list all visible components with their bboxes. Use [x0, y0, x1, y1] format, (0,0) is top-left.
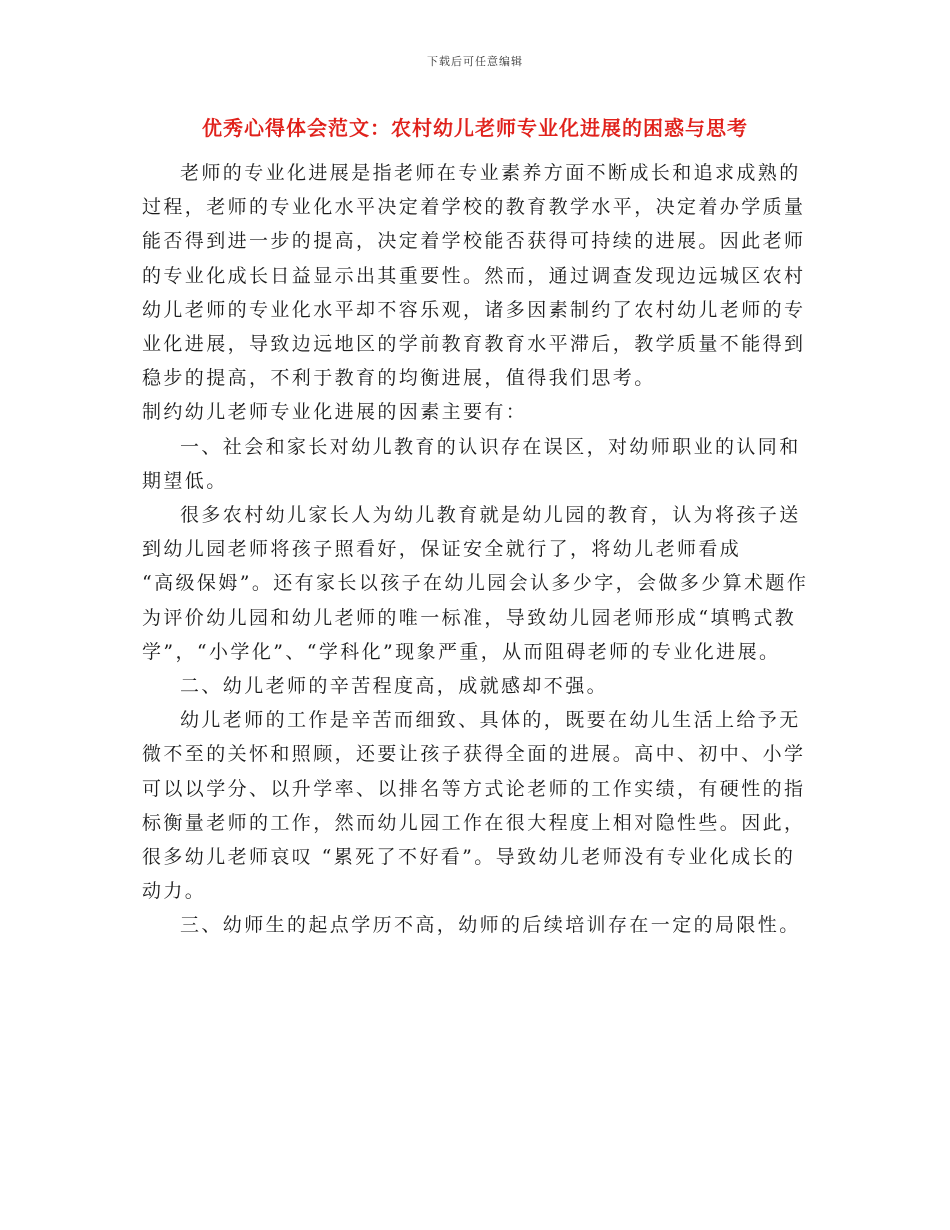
paragraph-factor-one-continued: “高级保姆”。还有家长以孩子在幼儿园会认多少字，会做多少算术题作为评价幼儿园和幼儿老师的唯一标准，导致幼儿园老师形成“填鸭式教学”，“小学化”、“学科化”现象严重，从而阻碍老师的专业化进展。 [142, 572, 809, 663]
heading-factor-three: 三、幼师生的起点学历不高，幼师的后续培训存在一定的局限性。 [180, 914, 801, 937]
page-header-note: 下载后可任意编辑 [427, 55, 523, 68]
paragraph-intro: 老师的专业化进展是指老师在专业素养方面不断成长和追求成熟的过程，老师的专业化水平决定着学校的教育教学水平，决定着办学质量能否得到进一步的提高，决定着学校能否获得可持续的进展。因此老师的专业化成长日益显示出其重要性。然而，通过调查发现边远城区农村幼儿老师的专业化水平却不容乐观，诸多因素制约了农村幼儿老师的专业化进展，导致边远地区的学前教育教育水平滞后，教学质量不能得到稳步的提高，不利于教育的均衡进展，值得我们思考。 [142, 162, 806, 390]
paragraph-factor-one-detail: 很多农村幼儿家长人为幼儿教育就是幼儿园的教育，认为将孩子送到幼儿园老师将孩子照看好，保证安全就行了，将幼儿老师看成 [142, 504, 801, 561]
document-title: 优秀心得体会范文：农村幼儿老师专业化进展的困惑与思考 [202, 116, 748, 140]
heading-factor-one: 一、社会和家长对幼儿教育的认识存在误区，对幼师职业的认同和期望低。 [142, 435, 801, 492]
paragraph-factor-two-detail: 幼儿老师的工作是辛苦而细致、具体的，既要在幼儿生活上给予无微不至的关怀和照顾，还要让孩子获得全面的进展。高中、初中、小学可以以学分、以升学率、以排名等方式论老师的工作实绩，有硬性的指标衡量老师的工作，然而幼儿园工作在很大程度上相对隐性些。因此，很多幼儿老师哀叹 “累死了不好看”。导致幼儿老师没有专业化成长的动力。 [142, 709, 806, 903]
document-body [142, 156, 810, 943]
paragraph-factors-lead: 制约幼儿老师专业化进展的因素主要有： [142, 401, 528, 424]
heading-factor-two: 二、幼儿老师的辛苦程度高，成就感却不强。 [180, 675, 609, 698]
